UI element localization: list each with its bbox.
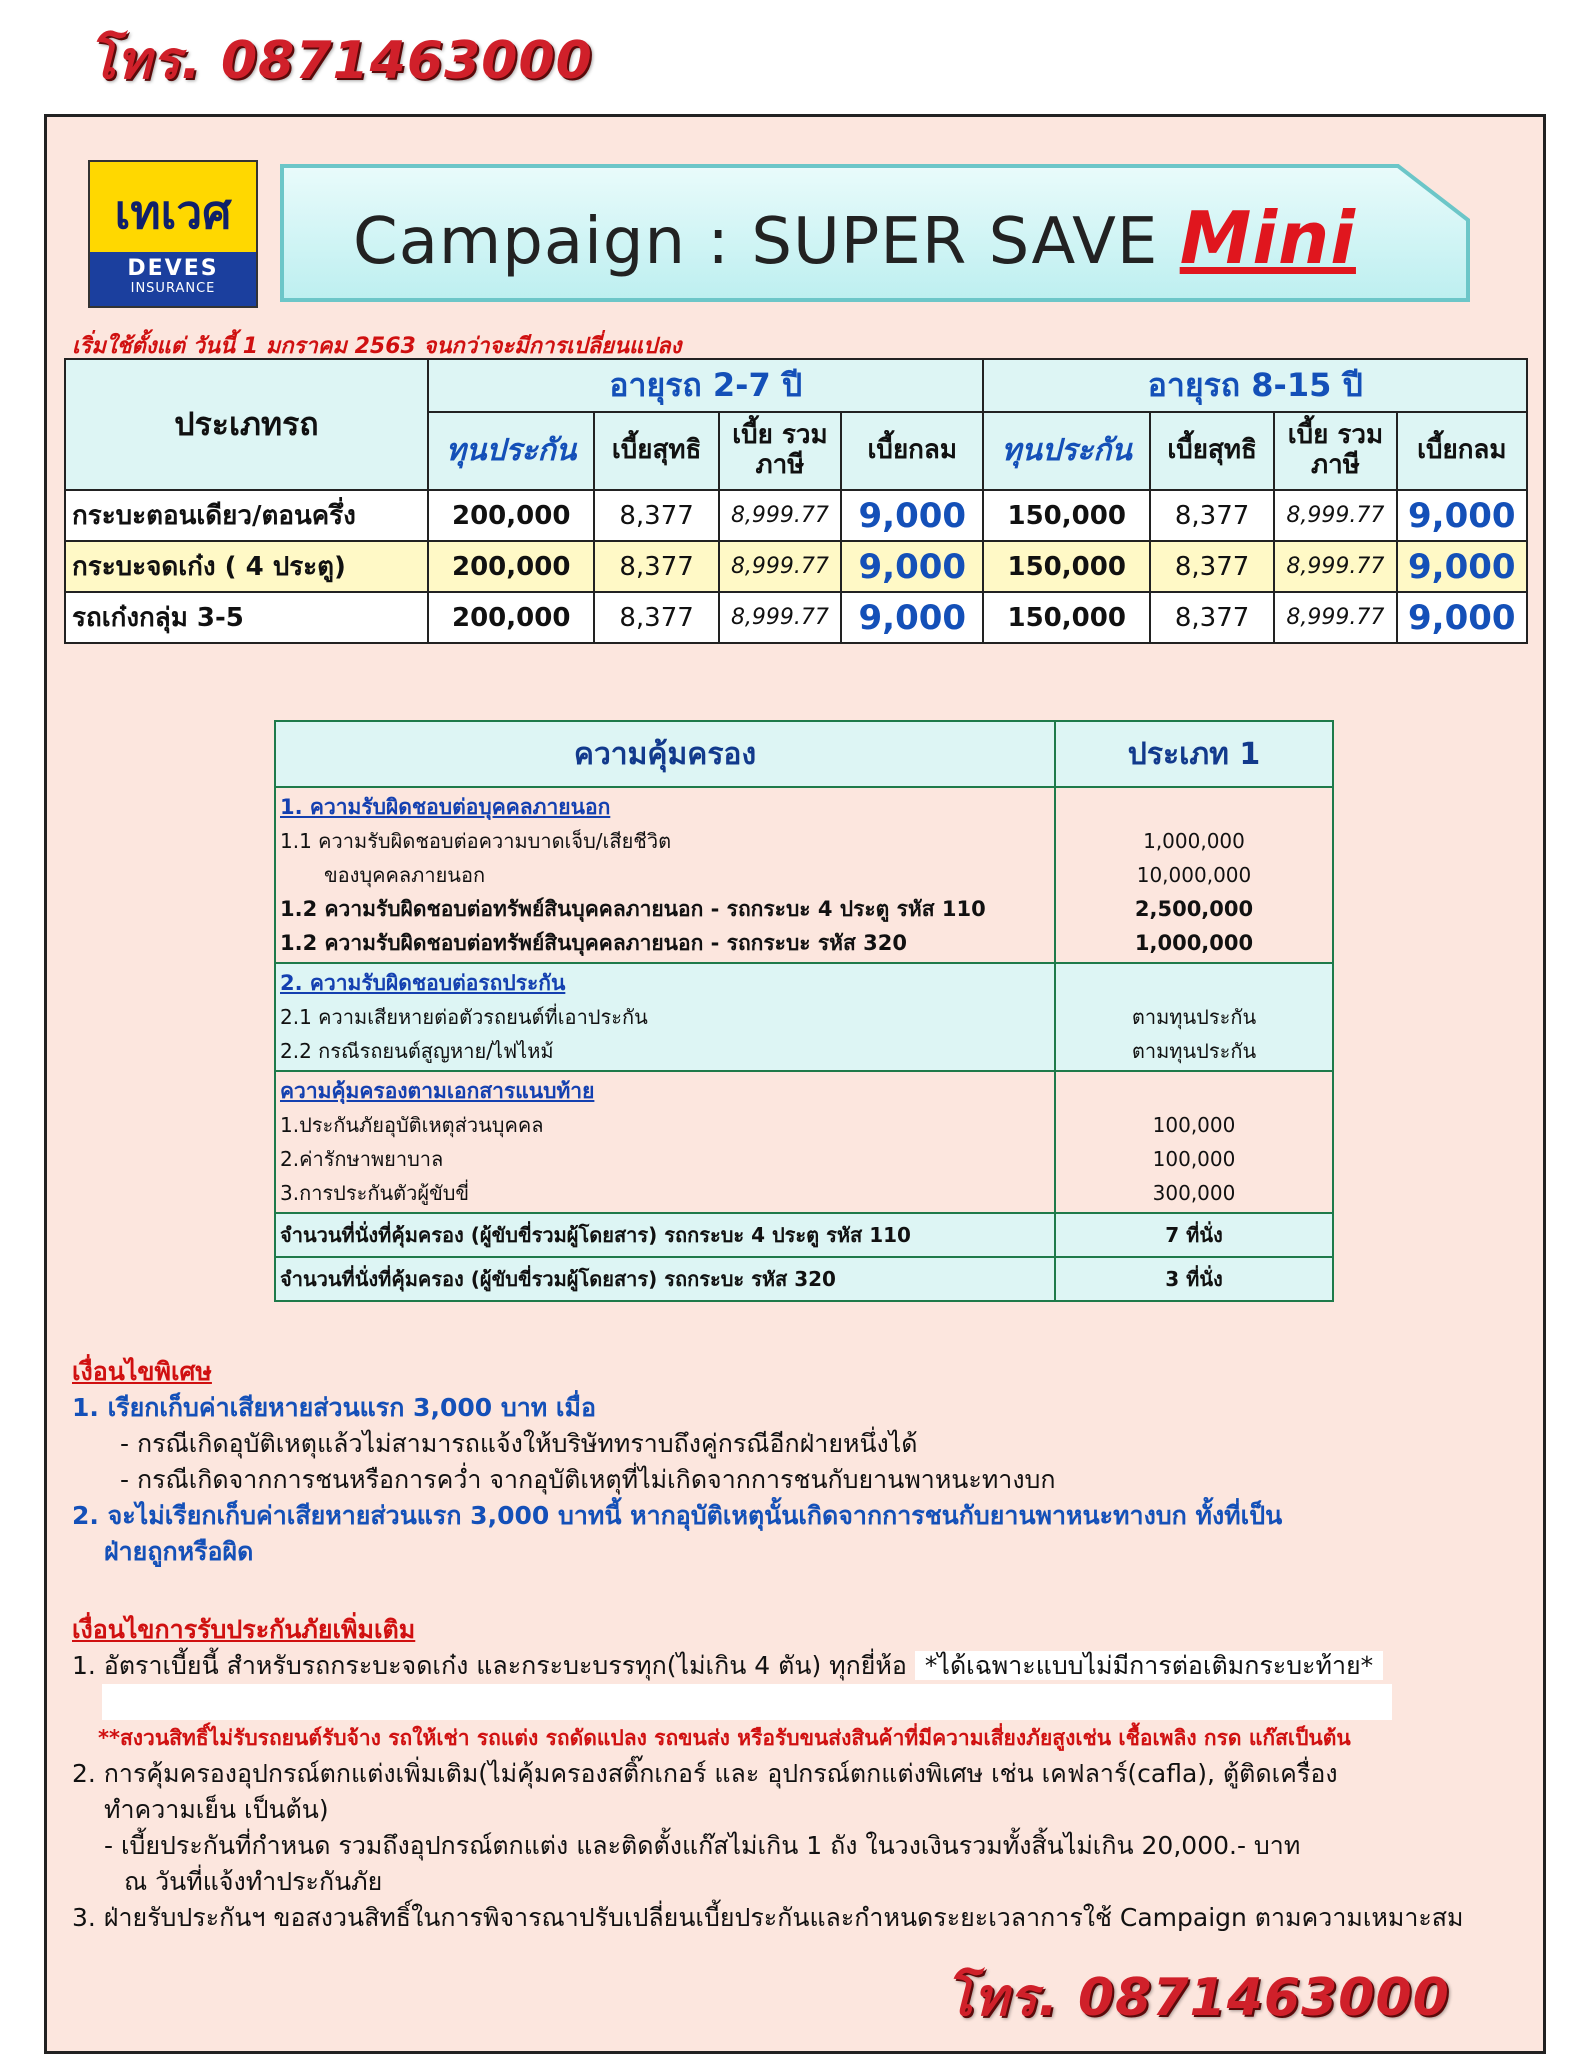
sub-header-net: เบี้ยสุทธิ	[1150, 412, 1274, 490]
additional-red-note: **สงวนสิทธิ์ไม่รับรถยนต์รับจ้าง รถให้เช่า รถแต่ง รถดัดแปลง รถขนส่ง หรือรับขนส่งสินค้าที่มีความเสี่ยงภัยสูงเช่น เชื้อเพลิง กรด แก๊สเป็นต้น	[98, 1726, 1351, 1750]
cell-net: 8,377	[594, 592, 718, 643]
cell-gross: 8,999.77	[719, 592, 841, 643]
additional-item-1-note: *ได้เฉพาะแบบไม่มีการต่อเติมกระบะท้าย*	[915, 1651, 1383, 1680]
coverage-value: 300,000	[1152, 1181, 1236, 1205]
section-1-title: 1. ความรับผิดชอบต่อบุคคลภายนอก	[280, 795, 611, 819]
additional-item-2-sub-cont: ณ วันที่แจ้งทำประกันภัย	[124, 1867, 383, 1896]
row-name: กระบะตอนเดียว/ตอนครึ่ง	[65, 490, 428, 541]
seat-value-110: 7 ที่นั่ง	[1055, 1213, 1333, 1257]
row-name: รถเก๋งกลุ่ม 3-5	[65, 592, 428, 643]
special-title: เงื่อนไขพิเศษ	[72, 1357, 212, 1386]
cell-gross: 8,999.77	[719, 541, 841, 592]
coverage-values-1	[1055, 787, 1333, 963]
sub-header-gross: เบี้ย รวมภาษี	[1274, 412, 1396, 490]
logo-thai-text: เทเวศ	[114, 185, 232, 239]
cell-capital: 200,000	[428, 490, 594, 541]
logo-band	[90, 252, 256, 306]
seat-label-110: จำนวนที่นั่งที่คุ้มครอง (ผู้ขับขี่รวมผู้โดยสาร) รถกระบะ 4 ประตู รหัส 110	[275, 1213, 1055, 1257]
coverage-line: 3.การประกันตัวผู้ขับขี่	[280, 1181, 470, 1205]
special-item-2-cont: ฝ่ายถูกหรือผิด	[104, 1537, 254, 1566]
campaign-banner	[278, 160, 1473, 306]
cell-capital: 200,000	[428, 592, 594, 643]
banner-title-text: Campaign : SUPER SAVE	[353, 205, 1159, 279]
additional-item-2-sub: - เบี้ยประกันที่กำหนด รวมถึงอุปกรณ์ตกแต่ง และติดตั้งแก๊สไม่เกิน 1 ถัง ในวงเงินรวมทั้งสิ้นไม่เกิน 20,000.- บาท	[104, 1831, 1301, 1860]
cell-gross: 8,999.77	[1274, 541, 1396, 592]
cell-gross: 8,999.77	[719, 490, 841, 541]
banner-mini: Mini	[1179, 196, 1356, 280]
additional-title: เงื่อนไขการรับประกันภัยเพิ่มเติม	[72, 1615, 416, 1644]
cell-capital: 200,000	[428, 541, 594, 592]
cell-capital: 150,000	[983, 490, 1149, 541]
sub-header-capital: ทุนประกัน	[428, 412, 594, 490]
coverage-value: 1,000,000	[1143, 829, 1245, 853]
cell-gross: 8,999.77	[1274, 592, 1396, 643]
row-name: กระบะจดเก๋ง ( 4 ประตู)	[65, 541, 428, 592]
special-item-1a: - กรณีเกิดอุบัติเหตุแล้วไม่สามารถแจ้งให้บริษัททราบถึงคู่กรณีอีกฝ่ายหนึ่งได้	[120, 1429, 918, 1458]
start-date-note: เริ่มใช้ตั้งแต่ วันนี้ 1 มกราคม 2563 จนกว่าจะมีการเปลี่ยนแปลง	[72, 334, 682, 359]
coverage-header: ความคุ้มครอง	[275, 721, 1055, 787]
sub-header-round: เบี้ยกลม	[1397, 412, 1527, 490]
additional-item-2: 2. การคุ้มครองอุปกรณ์ตกแต่งเพิ่มเติม(ไม่คุ้มครองสติ๊กเกอร์ และ อุปกรณ์ตกแต่งพิเศษ เช่น เคฟลาร์(cafla), ตู้ติดเครื่อง	[72, 1759, 1338, 1788]
coverage-value: ตามทุนประกัน	[1131, 1039, 1257, 1063]
category-header: ประเภทรถ	[65, 359, 428, 490]
age-group-1: อายุรถ 2-7 ปี	[428, 359, 983, 412]
price-table	[64, 358, 1528, 644]
cell-net: 8,377	[1150, 541, 1274, 592]
cell-round: 9,000	[841, 541, 983, 592]
coverage-table	[274, 720, 1334, 1302]
additional-conditions	[72, 1612, 1522, 1936]
coverage-line: 2.1 ความเสียหายต่อตัวรถยนต์ที่เอาประกัน	[280, 1005, 648, 1029]
additional-item-1	[72, 1648, 1522, 1684]
logo-sub: INSURANCE	[130, 281, 216, 296]
coverage-line: ของบุคคลภายนอก	[324, 863, 486, 887]
additional-item-1-text: 1. อัตราเบี้ยนี้ สำหรับรถกระบะจดเก๋ง และกระบะบรรทุก(ไม่เกิน 4 ตัน) ทุกยี่ห้อ	[72, 1651, 907, 1680]
cell-round: 9,000	[1397, 592, 1527, 643]
blank-band	[102, 1684, 1392, 1720]
cell-net: 8,377	[594, 541, 718, 592]
coverage-section-3	[275, 1071, 1055, 1213]
table-row	[65, 490, 1527, 541]
special-conditions	[72, 1354, 1522, 1570]
cell-round: 9,000	[1397, 541, 1527, 592]
coverage-section-2	[275, 963, 1055, 1071]
sub-header-gross: เบี้ย รวมภาษี	[719, 412, 841, 490]
cell-round: 9,000	[841, 592, 983, 643]
additional-item-3: 3. ฝ่ายรับประกันฯ ขอสงวนสิทธิ์ในการพิจารณาปรับเปลี่ยนเบี้ยประกันและกำหนดระยะเวลาการใช้ Campaign ตามความเหมาะสม	[72, 1903, 1464, 1932]
age-group-2: อายุรถ 8-15 ปี	[983, 359, 1527, 412]
special-item-2: 2. จะไม่เรียกเก็บค่าเสียหายส่วนแรก 3,000 บาทนี้ หากอุบัติเหตุนั้นเกิดจากการชนกับยานพาหนะทางบก ทั้งที่เป็น	[72, 1501, 1283, 1530]
logo-name: DEVES	[127, 256, 219, 281]
coverage-line: 1.ประกันภัยอุบัติเหตุส่วนบุคคล	[280, 1113, 544, 1137]
coverage-values-3	[1055, 1071, 1333, 1213]
cell-round: 9,000	[1397, 490, 1527, 541]
banner-title	[353, 196, 1356, 280]
special-item-1: 1. เรียกเก็บค่าเสียหายส่วนแรก 3,000 บาท เมื่อ	[72, 1393, 596, 1422]
section-3-title: ความคุ้มครองตามเอกสารแนบท้าย	[280, 1079, 595, 1103]
table-row	[65, 541, 1527, 592]
coverage-line: 2.2 กรณีรถยนต์สูญหาย/ไฟไหม้	[280, 1039, 554, 1063]
cell-net: 8,377	[594, 490, 718, 541]
cell-capital: 150,000	[983, 592, 1149, 643]
seat-label-320: จำนวนที่นั่งที่คุ้มครอง (ผู้ขับขี่รวมผู้โดยสาร) รถกระบะ รหัส 320	[275, 1257, 1055, 1301]
cell-gross: 8,999.77	[1274, 490, 1396, 541]
seat-value-320: 3 ที่นั่ง	[1055, 1257, 1333, 1301]
cell-net: 8,377	[1150, 592, 1274, 643]
deves-logo	[88, 160, 258, 308]
additional-item-2-cont: ทำความเย็น เป็นต้น)	[104, 1795, 329, 1824]
coverage-value: 2,500,000	[1134, 897, 1254, 921]
sub-header-round: เบี้ยกลม	[841, 412, 983, 490]
section-2-title: 2. ความรับผิดชอบต่อรถประกัน	[280, 971, 566, 995]
coverage-line: 1.1 ความรับผิดชอบต่อความบาดเจ็บ/เสียชีวิต	[280, 829, 672, 853]
coverage-line: 2.ค่ารักษาพยาบาล	[280, 1147, 444, 1171]
special-item-1b: - กรณีเกิดจากการชนหรือการคว่ำ จากอุบัติเหตุที่ไม่เกิดจากการชนกับยานพาหนะทางบก	[120, 1465, 1056, 1494]
coverage-section-1	[275, 787, 1055, 963]
coverage-values-2	[1055, 963, 1333, 1071]
cell-capital: 150,000	[983, 541, 1149, 592]
coverage-value: ตามทุนประกัน	[1131, 1005, 1257, 1029]
coverage-line: 1.2 ความรับผิดชอบต่อทรัพย์สินบุคคลภายนอก - รถกระบะ 4 ประตู รหัส 110	[280, 897, 986, 921]
sub-header-net: เบี้ยสุทธิ	[594, 412, 718, 490]
phone-number-top: โทร. 0871463000	[88, 31, 593, 91]
cell-net: 8,377	[1150, 490, 1274, 541]
cell-round: 9,000	[841, 490, 983, 541]
sub-header-capital: ทุนประกัน	[983, 412, 1149, 490]
coverage-line: 1.2 ความรับผิดชอบต่อทรัพย์สินบุคคลภายนอก - รถกระบะ รหัส 320	[280, 931, 907, 955]
coverage-value: 100,000	[1152, 1147, 1236, 1171]
phone-number-bottom: โทร. 0871463000	[945, 1968, 1450, 2028]
coverage-value: 1,000,000	[1134, 931, 1254, 955]
type1-header: ประเภท 1	[1055, 721, 1333, 787]
coverage-value: 10,000,000	[1136, 863, 1252, 887]
coverage-value: 100,000	[1152, 1113, 1236, 1137]
table-row	[65, 592, 1527, 643]
